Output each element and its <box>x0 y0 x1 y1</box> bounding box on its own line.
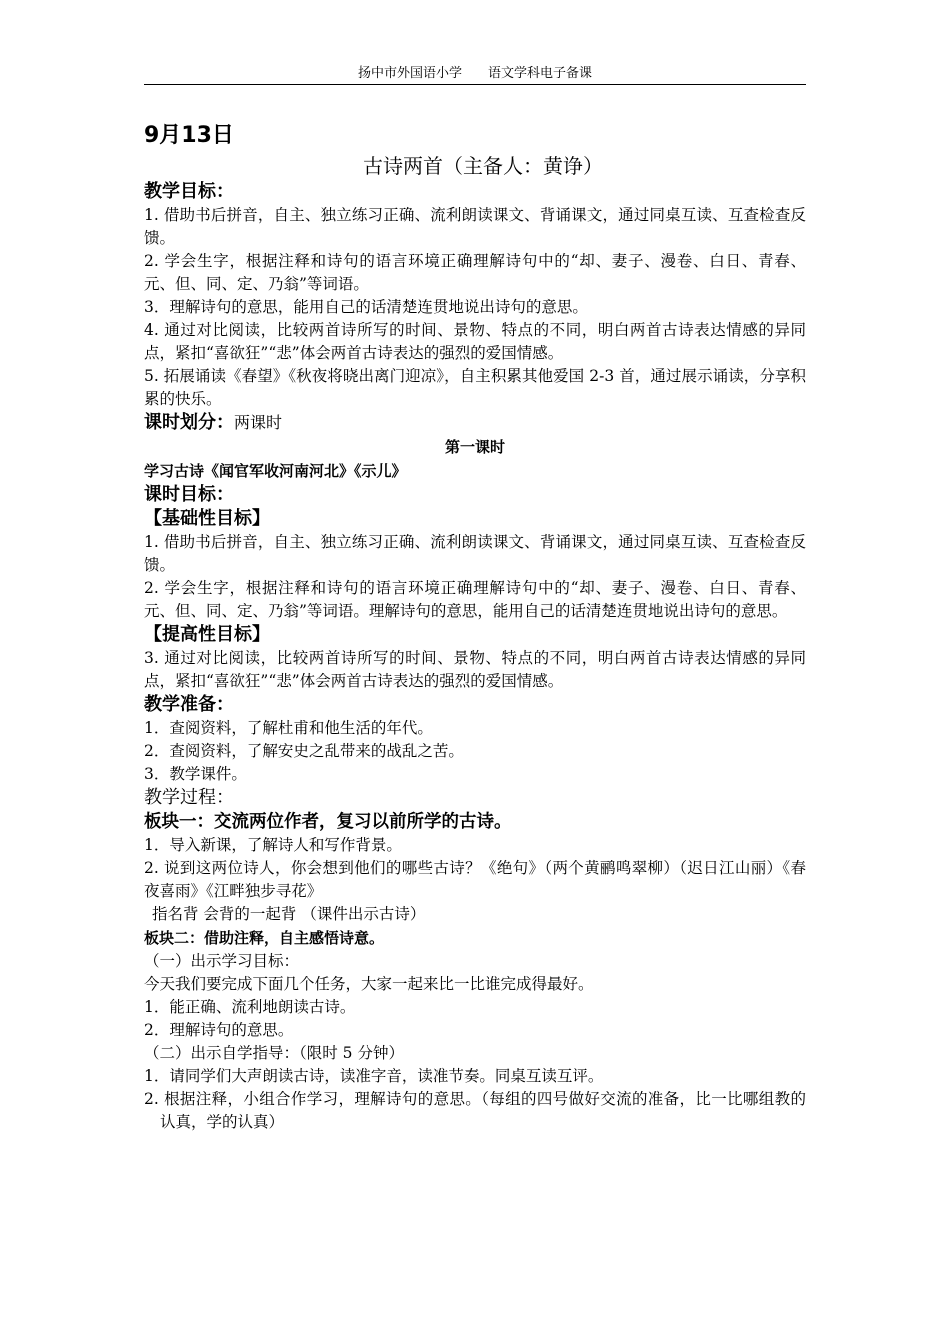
lesson-division <box>144 411 806 435</box>
preparation-item: 2．查阅资料，了解安史之乱带来的战乱之苦。 <box>144 742 464 760</box>
lesson-title: 古诗两首（主备人：黄诤） <box>363 154 603 178</box>
preparation-item: 1．查阅资料，了解杜甫和他生活的年代。 <box>144 719 433 737</box>
school-name: 扬中市外国语小学 <box>357 66 462 81</box>
lesson-date: 9月13日 <box>144 123 234 148</box>
teaching-goal-item: 4. 通过对比阅读，比较两首诗所写的时间、景物、特点的不同，明白两首古诗表达情感的异同点，紧扣“喜欲狂”“悲”体会两首古诗表达的强烈的爱国情感。 <box>144 321 806 362</box>
board-one-note: 指名背 会背的一起背 （课件出示古诗） <box>152 905 426 923</box>
board-one-item: 2. 说到这两位诗人，你会想到他们的哪些古诗？《绝句》（两个黄鹂鸣翠柳）（迟日江山丽）《春夜喜雨》《江畔独步寻花》 <box>144 859 806 900</box>
study-goal-intro: 今天我们要完成下面几个任务，大家一起来比一比谁完成得最好。 <box>144 975 594 993</box>
study-goal-subheading: （一）出示学习目标： <box>144 952 300 970</box>
board-one-heading: 板块一：交流两位作者，复习以前所学的古诗。 <box>144 812 512 832</box>
board-one-item: 1．导入新课，了解诗人和写作背景。 <box>144 836 402 854</box>
lesson-division-label: 课时划分： <box>144 412 234 433</box>
teaching-goal-item: 1. 借助书后拼音，自主、独立练习正确、流利朗读课文、背诵课文，通过同桌互读、互查检查反馈。 <box>144 206 806 247</box>
board-two-heading: 板块二：借助注释，自主感悟诗意。 <box>144 929 385 947</box>
study-goal-item: 2．理解诗句的意思。 <box>144 1021 294 1039</box>
basic-goal-item: 2. 学会生字，根据注释和诗句的语言环境正确理解诗句中的“却、妻子、漫卷、白日、青春、元、但、同、定、乃翁”等词语。理解诗句的意思，能用自己的话清楚连贯地说出诗句的意思。 <box>144 579 806 620</box>
teaching-goal-item: 3．理解诗句的意思，能用自己的话清楚连贯地说出诗句的意思。 <box>144 298 588 316</box>
preparation-heading: 教学准备： <box>144 694 234 715</box>
self-study-item: 2. 根据注释，小组合作学习，理解诗句的意思。（每组的四号做好交流的准备，比一比哪组教的认真，学的认真） <box>144 1090 806 1131</box>
self-study-item: 1．请同学们大声朗读古诗，读准字音，读准节奏。同桌互读互评。 <box>144 1067 604 1085</box>
advanced-goal-item: 3. 通过对比阅读，比较两首诗所写的时间、景物、特点的不同，明白两首古诗表达情感的异同点，紧扣“喜欲狂”“悲”体会两首古诗表达的强烈的爱国情感。 <box>144 649 806 690</box>
teaching-goal-item: 2. 学会生字，根据注释和诗句的语言环境正确理解诗句中的“却、妻子、漫卷、白日、青春、元、但、同、定、乃翁”等词语。 <box>144 252 806 293</box>
preparation-item: 3．教学课件。 <box>144 765 247 783</box>
teaching-goals-heading: 教学目标： <box>144 181 234 202</box>
teaching-goal-item: 5. 拓展诵读《春望》《秋夜将晓出离门迎凉》，自主积累其他爱国 2-3 首，通过展示诵读，分享积累的快乐。 <box>144 367 806 408</box>
lesson-goals-heading: 课时目标： <box>144 484 234 505</box>
basic-goal-item: 1. 借助书后拼音，自主、独立练习正确、流利朗读课文、背诵课文，通过同桌互读、互查检查反馈。 <box>144 533 806 574</box>
self-study-subheading: （二）出示自学指导：（限时 5 分钟） <box>144 1044 404 1062</box>
subject-name: 语文学科电子备课 <box>488 66 593 81</box>
document-body <box>144 120 806 1134</box>
advanced-goals-heading: 【提高性目标】 <box>144 624 270 645</box>
basic-goals-heading: 【基础性目标】 <box>144 508 270 529</box>
study-goal-item: 1．能正确、流利地朗读古诗。 <box>144 998 356 1016</box>
lesson-division-value: 两课时 <box>234 413 283 432</box>
page-header <box>144 66 806 85</box>
first-lesson-heading: 第一课时 <box>444 438 505 456</box>
process-heading: 教学过程： <box>144 787 234 808</box>
study-line: 学习古诗《闻官军收河南河北》《示儿》 <box>144 462 407 480</box>
